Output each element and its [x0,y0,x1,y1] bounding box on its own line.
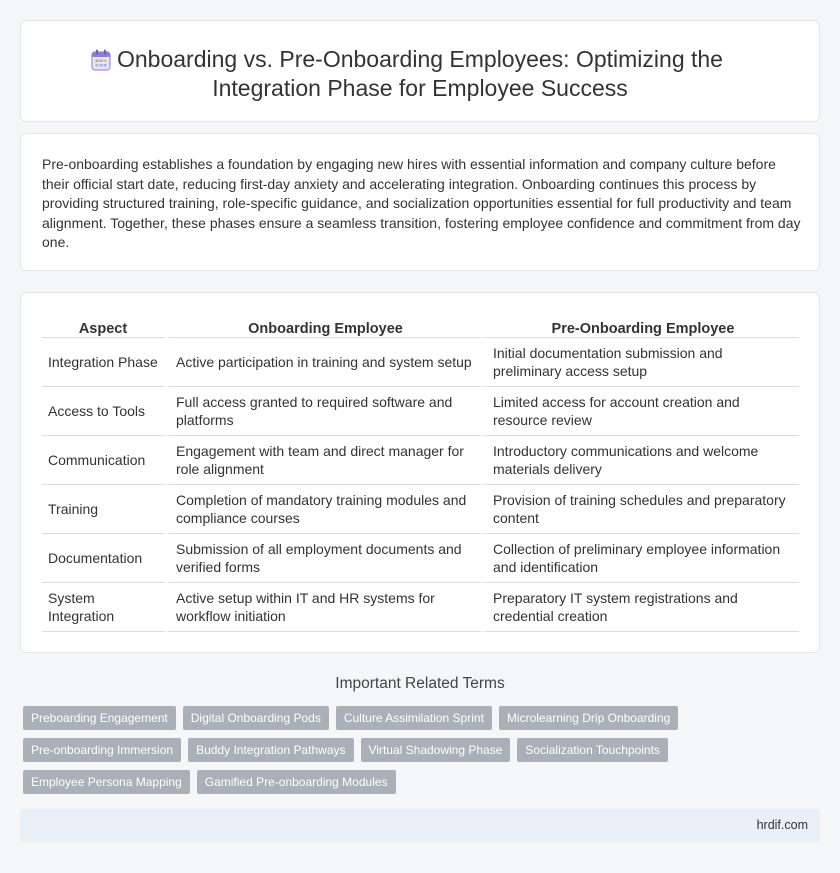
cell-aspect: Integration Phase [42,338,164,387]
cell-onboarding: Engagement with team and direct manager for role alignment [164,436,481,485]
tag-digital-onboarding-pods[interactable]: Digital Onboarding Pods [183,706,329,730]
related-terms-title: Important Related Terms [335,675,505,692]
tag-row [23,706,813,738]
tag-preboarding-engagement[interactable]: Preboarding Engagement [23,706,176,730]
tag-gamified-pre-onboarding-modules[interactable]: Gamified Pre-onboarding Modules [197,770,396,794]
tag-buddy-integration-pathways[interactable]: Buddy Integration Pathways [188,738,353,762]
header-aspect: Aspect [42,315,164,338]
cell-onboarding: Full access granted to required software and platforms [164,387,481,436]
header-card [20,20,820,122]
table-header-row [42,315,799,338]
cell-pre-onboarding: Introductory communications and welcome materials delivery [481,436,799,485]
table-row [42,436,799,485]
header-pre-onboarding: Pre-Onboarding Employee [481,315,799,338]
tag-pre-onboarding-immersion[interactable]: Pre-onboarding Immersion [23,738,181,762]
title-line-2: Integration Phase for Employee Success [212,75,628,101]
cell-aspect: Access to Tools [42,387,164,436]
table-row [42,338,799,387]
cell-aspect: Documentation [42,534,164,583]
cell-aspect: Training [42,485,164,534]
tag-culture-assimilation-sprint[interactable]: Culture Assimilation Sprint [336,706,492,730]
table-row [42,485,799,534]
footer [20,809,820,842]
cell-aspect: Communication [42,436,164,485]
page-title [21,45,819,103]
tag-employee-persona-mapping[interactable]: Employee Persona Mapping [23,770,190,794]
cell-pre-onboarding: Collection of preliminary employee information and identification [481,534,799,583]
intro-paragraph: Pre-onboarding establishes a foundation by engaging new hires with essential information and company culture before their official start date, reducing first-day anxiety and accelerating integration. Onboarding continues this process by providing structured training, role-specific guidance, and socialization opportunities essential for full productivity and team alignment. Together, these phases ensure a seamless transition, fostering employee confidence and commitment from day one. [42,156,801,250]
header-onboarding: Onboarding Employee [164,315,481,338]
cell-onboarding: Completion of mandatory training modules and compliance courses [164,485,481,534]
cell-onboarding: Submission of all employment documents and verified forms [164,534,481,583]
intro-card [20,133,820,271]
cell-pre-onboarding: Initial documentation submission and preliminary access setup [481,338,799,387]
cell-onboarding: Active participation in training and system setup [164,338,481,387]
tag-row [23,738,813,770]
title-line-1: Onboarding vs. Pre-Onboarding Employees: Optimizing the [117,46,723,72]
related-terms-list [23,706,813,802]
table-row [42,583,799,632]
tag-microlearning-drip-onboarding[interactable]: Microlearning Drip Onboarding [499,706,678,730]
cell-onboarding: Active setup within IT and HR systems for workflow initiation [164,583,481,632]
cell-pre-onboarding: Limited access for account creation and resource review [481,387,799,436]
table-row [42,387,799,436]
tag-socialization-touchpoints[interactable]: Socialization Touchpoints [517,738,668,762]
footer-site-link[interactable]: hrdif.com [756,818,808,832]
tag-row [23,770,813,802]
cell-pre-onboarding: Provision of training schedules and preparatory content [481,485,799,534]
tag-virtual-shadowing-phase[interactable]: Virtual Shadowing Phase [361,738,511,762]
calendar-icon [91,49,111,71]
table-row [42,534,799,583]
cell-aspect: System Integration [42,583,164,632]
cell-pre-onboarding: Preparatory IT system registrations and credential creation [481,583,799,632]
comparison-table [42,315,799,632]
comparison-table-card [20,292,820,653]
